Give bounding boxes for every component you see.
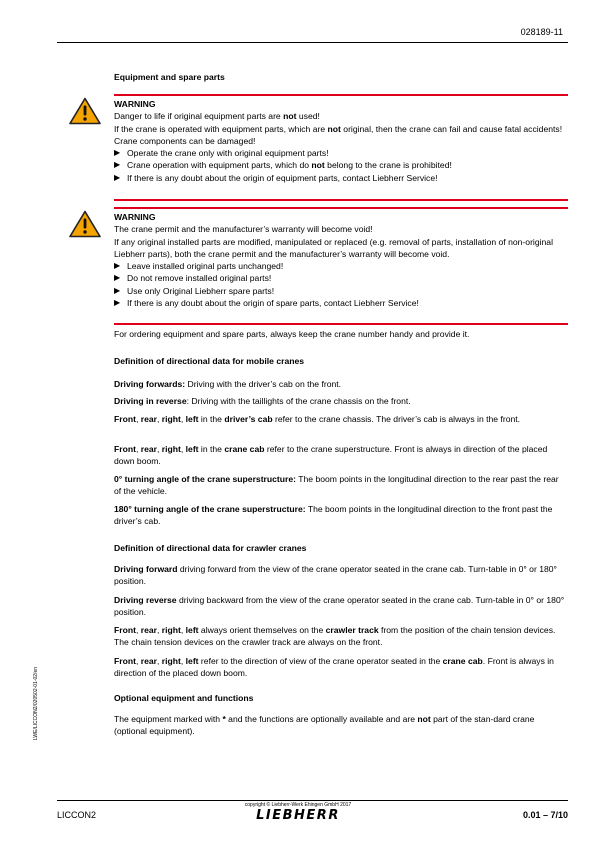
warning-label: WARNING (114, 99, 156, 109)
section-title-equipment: Equipment and spare parts (114, 72, 225, 82)
warning-text: If the crane is operated with equipment parts, which are not original, then the crane can fail and cause fatal accidents! (114, 123, 563, 134)
mobile-paragraph: Driving forwards: Driving with the driver’s cab on the front. (114, 379, 342, 389)
document-number: 028189-11 (520, 27, 563, 37)
warning-block-1 (114, 98, 568, 184)
mobile-paragraph: 0° turning angle of the crane superstructure: The boom points in the longitudinal direction to the rear past the rear of the vehicle. (114, 474, 559, 497)
warning-triangle-icon (69, 210, 101, 238)
optional-paragraph: The equipment marked with * and the functions are optionally available and are not part of the stan-dard crane (optional equipment). (114, 714, 535, 737)
document-code-vertical: LWE/LICCON2/020502-01-02/en (33, 666, 39, 740)
warning-text: Crane components can be damaged! (114, 135, 256, 146)
warning-bullet: ▶ Crane operation with equipment parts, which do not belong to the crane is prohibited! (114, 159, 568, 171)
warning-bullet: ▶ Operate the crane only with original equipment parts! (114, 147, 568, 159)
crawler-paragraph: Front, rear, right, left refer to the direction of view of the crane operator seated in the crane cab. Front is always in direction of the placed down boom. (114, 656, 554, 679)
copyright: copyright © Liebherr-Werk Ehingen GmbH 2017 (244, 802, 352, 808)
crawler-paragraph: Driving reverse driving backward from the view of the crane operator seated in the crane cab. Turn-table in 0° or 180° position. (114, 595, 565, 618)
crawler-paragraph: Front, rear, right, left always orient themselves on the crawler track from the position of the chain tension devices. The chain tension devices on the crawler track are always on the front. (114, 625, 556, 648)
mobile-paragraph: 180° turning angle of the crane superstructure: The boom points in the longitudinal direction to the front past the driver’s cab. (114, 504, 553, 527)
mobile-paragraph: Front, rear, right, left in the driver’s cab refer to the crane chassis. The driver’s cab is always in the front. (114, 414, 521, 424)
warning-text: If any original installed parts are modified, manipulated or replaced (e.g. removal of parts, installation of non-original Liebherr parts), both the crane permit and the manufacturer’s warranty will become void. (114, 236, 553, 259)
warning-bullet: ▶ If there is any doubt about the origin of spare parts, contact Liebherr Service! (114, 297, 568, 309)
warning-bottom-rule (114, 323, 568, 325)
header-rule (57, 42, 568, 43)
section-title-mobile: Definition of directional data for mobile cranes (114, 356, 305, 366)
liebherr-logo: LIEBHERR (256, 808, 340, 823)
warning-top-rule (114, 94, 568, 96)
section-title-optional: Optional equipment and functions (114, 693, 254, 703)
warning-bullet: ▶ Do not remove installed original parts! (114, 272, 568, 284)
warning-block-2 (114, 211, 568, 309)
footer-product: LICCON2 (57, 810, 97, 820)
warning-top-rule (114, 207, 568, 209)
crawler-paragraph: Driving forward driving forward from the view of the crane operator seated in the crane cab. Turn-table in 0° or 180° position. (114, 564, 557, 587)
warning-label: WARNING (114, 212, 156, 222)
mobile-paragraph: Driving in reverse: Driving with the taillights of the crane chassis on the front. (114, 396, 411, 406)
section-title-crawler: Definition of directional data for crawler cranes (114, 543, 307, 553)
ordering-note: For ordering equipment and spare parts, always keep the crane number handy and provide it. (114, 329, 470, 339)
page-number: 0.01 – 7/10 (522, 810, 568, 820)
warning-triangle-icon (69, 97, 101, 125)
mobile-paragraph: Front, rear, right, left in the crane cab refer to the crane superstructure. Front is always in direction of the placed down boom. (114, 444, 548, 467)
footer-rule (57, 800, 568, 801)
warning-bullet: ▶ Leave installed original parts unchanged! (114, 260, 568, 272)
warning-text: The crane permit and the manufacturer’s warranty will become void! (114, 224, 373, 235)
warning-text: Danger to life if original equipment parts are not used! (114, 111, 320, 122)
warning-bullet: ▶ If there is any doubt about the origin of equipment parts, contact Liebherr Service! (114, 172, 568, 184)
warning-bullet: ▶ Use only Original Liebherr spare parts! (114, 285, 568, 297)
warning-bottom-rule (114, 199, 568, 201)
